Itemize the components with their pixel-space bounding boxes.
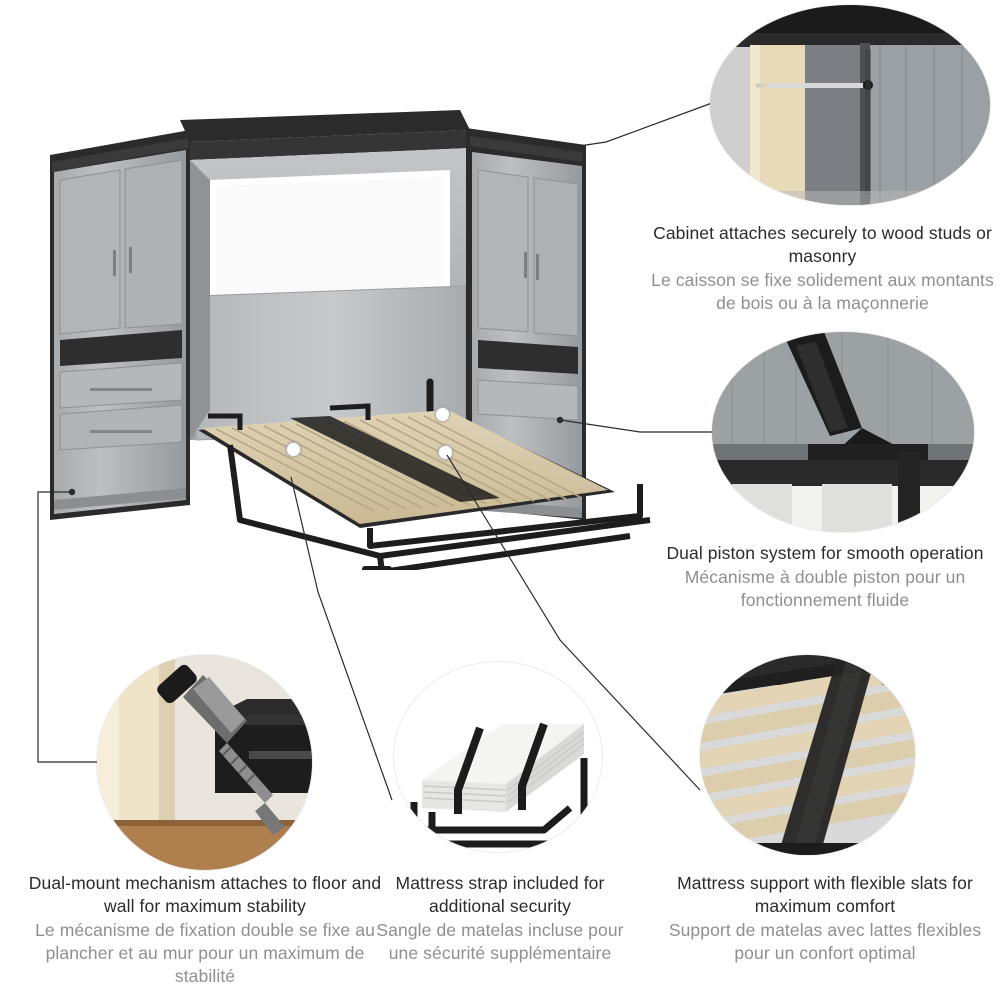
caption-dual-piston: [660, 542, 990, 612]
mattress-strap-photo-svg: [394, 662, 602, 852]
anchor-dot-mattress-strap: [286, 442, 301, 457]
dual-piston-photo-svg: [712, 332, 974, 532]
caption-en-mattress-support: Mattress support with flexible slats for maximum comfort: [677, 873, 973, 916]
caption-fr-cabinet-attach: Le caisson se fixe solidement aux montants de bois ou à la maçonnerie: [651, 270, 994, 313]
caption-cabinet-attach: [650, 222, 995, 315]
caption-en-dual-mount: Dual-mount mechanism attaches to floor and wall for maximum stability: [28, 873, 382, 916]
flexible-slats-photo-svg: [700, 655, 915, 855]
cabinet-attachment-photo-svg: [710, 5, 990, 205]
main-product-illustration: [30, 100, 690, 570]
caption-dual-mount: [20, 872, 390, 988]
caption-en-cabinet-attach: Cabinet attaches securely to wood studs or masonry: [653, 223, 992, 266]
anchor-dot-dual-piston: [435, 407, 450, 422]
caption-en-dual-piston: Dual piston system for smooth operation: [666, 543, 984, 563]
photo-dual-mount-mechanism: [97, 655, 312, 870]
caption-fr-mattress-support: Support de matelas avec lattes flexibles pour un confort optimal: [668, 920, 982, 963]
caption-fr-dual-piston: Mécanisme à double piston pour un fonctionnement fluide: [684, 567, 966, 610]
caption-fr-dual-mount: Le mécanisme de fixation double se fixe au plancher et au mur pour un maximum de stabilité: [35, 920, 375, 986]
anchor-dot-mattress-support: [438, 445, 453, 460]
caption-en-mattress-strap: Mattress strap included for additional security: [395, 873, 605, 916]
photo-cabinet-wall-attachment: [710, 5, 990, 205]
murphy-bed-svg: [30, 100, 690, 570]
dual-mount-photo-svg: [97, 655, 312, 870]
photo-flexible-slats: [700, 655, 915, 855]
caption-mattress-strap: [375, 872, 625, 965]
photo-mattress-strap: [394, 662, 602, 852]
caption-fr-mattress-strap: Sangle de matelas incluse pour une sécurité supplémentaire: [376, 920, 624, 963]
caption-mattress-support: [660, 872, 990, 965]
photo-dual-piston-system: [712, 332, 974, 532]
